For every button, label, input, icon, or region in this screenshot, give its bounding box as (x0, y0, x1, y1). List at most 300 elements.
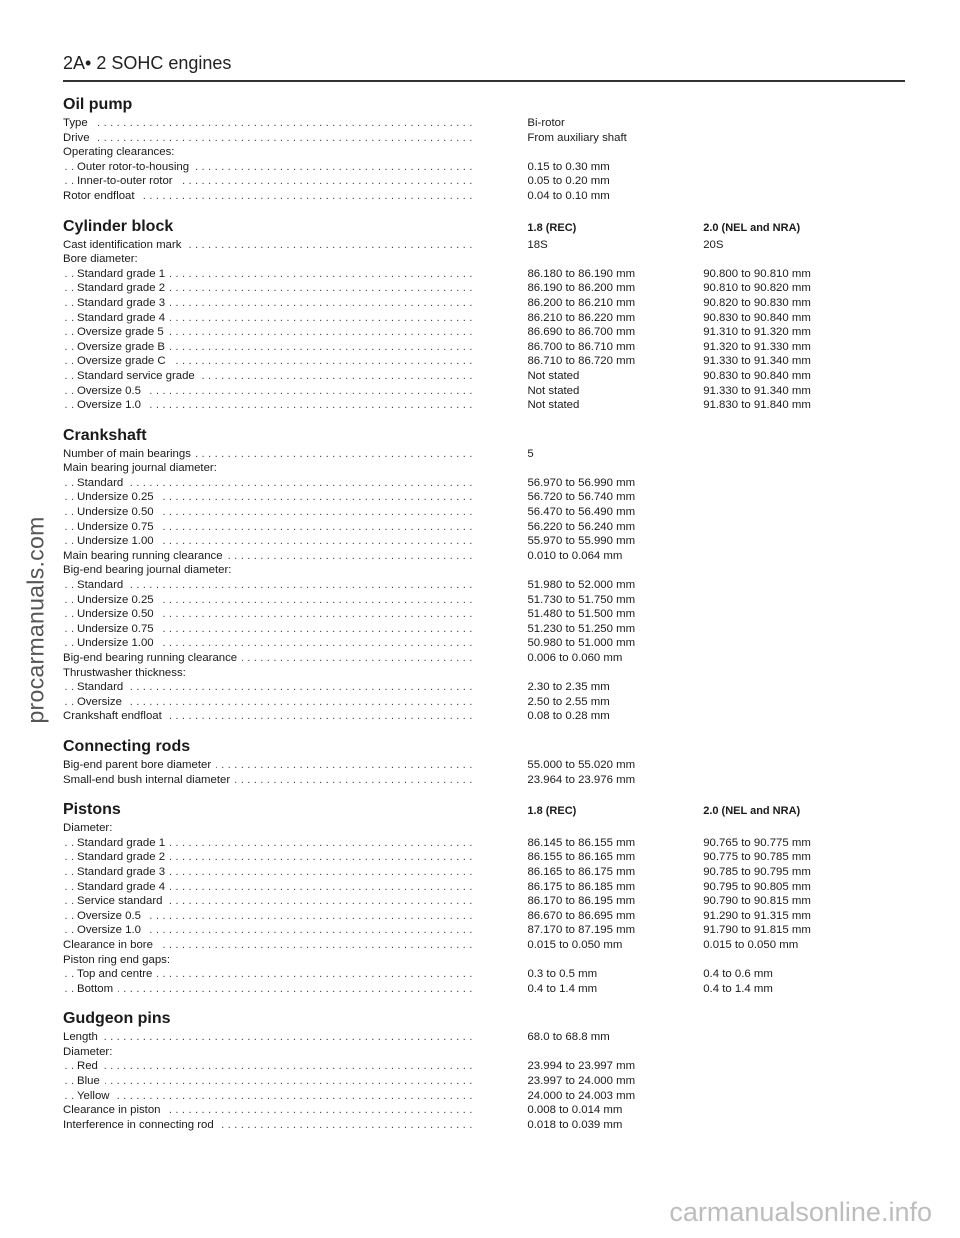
spec-label (63, 325, 473, 340)
spec-label (63, 1074, 473, 1089)
spec-label (63, 850, 473, 865)
spec-value-1: 86.690 to 86.700 mm (527, 326, 636, 339)
column-heading-2 (703, 1026, 863, 1028)
spacer (472, 238, 527, 253)
page-header (63, 50, 905, 82)
spec-value-2: 0.4 to 0.6 mm (703, 968, 773, 981)
column-heading-2 (703, 754, 863, 756)
spec-value-2 (703, 490, 863, 505)
spec-label (63, 296, 473, 311)
spec-value-2: 90.785 to 90.795 mm (703, 865, 811, 878)
spec-label-text: Big-end bearing running clearance (63, 652, 242, 664)
spec-value-2 (703, 131, 863, 146)
spec-label-text: Clearance in piston (63, 1104, 166, 1116)
spec-label-text: Bore diameter: (63, 253, 143, 265)
spacer (473, 296, 528, 311)
column-heading-1 (527, 754, 703, 756)
spacer (473, 1089, 528, 1104)
spec-row (63, 666, 863, 681)
spec-row (63, 520, 863, 535)
spec-label (63, 384, 473, 399)
spacer (473, 505, 528, 520)
spec-label (63, 1045, 472, 1060)
spec-value-1 (527, 953, 703, 968)
spec-value-2 (703, 1059, 863, 1074)
spec-value-2 (703, 447, 863, 462)
spec-row (63, 773, 863, 788)
spec-label (63, 563, 472, 578)
spec-label (63, 680, 473, 695)
spec-value-2 (703, 821, 863, 836)
section-heading-row (63, 90, 863, 114)
spec-row (63, 607, 863, 622)
spec-label (63, 636, 473, 651)
spec-value-1: 51.980 to 52.000 mm (527, 579, 636, 592)
spec-value-2 (703, 1045, 863, 1060)
spec-value-1: 86.180 to 86.190 mm (527, 267, 636, 280)
spacer (472, 1118, 527, 1133)
spec-label-text: Undersize 0.25 (77, 594, 159, 606)
spec-row (63, 174, 863, 189)
spacer (473, 593, 528, 608)
spec-value-2 (703, 160, 863, 175)
spec-label-text: Main bearing journal diameter: (63, 462, 222, 474)
spacer (473, 894, 528, 909)
spec-row (63, 1089, 863, 1104)
section-title: Oil pump (63, 96, 133, 113)
spacer (473, 909, 528, 924)
spec-value-1: 23.997 to 24.000 mm (527, 1075, 636, 1088)
spec-label-text: Standard grade 1 (77, 837, 170, 849)
spec-label (63, 131, 472, 146)
spec-value-1: 56.970 to 56.990 mm (527, 476, 636, 489)
spec-value-2 (703, 953, 863, 968)
spec-label-text: Red (77, 1060, 103, 1072)
spec-value-2 (703, 520, 863, 535)
section-heading-row (63, 1004, 863, 1028)
spec-value-2 (703, 505, 863, 520)
column-heading-1: 1.8 (REC) (527, 805, 577, 818)
spec-label-text: Clearance in bore (63, 939, 158, 951)
spacer (472, 953, 527, 968)
spec-label-text: Oversize 1.0 (77, 924, 146, 936)
spec-row (63, 909, 863, 924)
spec-label-text: Top and centre (77, 968, 157, 980)
spacer (472, 709, 527, 724)
column-heading-1 (527, 112, 703, 114)
spec-label-text: Standard grade 3 (77, 866, 170, 878)
spec-value-1: 55.970 to 55.990 mm (527, 535, 636, 548)
spec-value-1 (527, 1045, 703, 1060)
spec-label (63, 836, 473, 851)
spacer (472, 145, 527, 160)
spec-label (63, 520, 473, 535)
spec-row (63, 953, 863, 968)
spec-row (63, 967, 863, 982)
spec-value-2: 90.800 to 90.810 mm (703, 267, 811, 280)
spec-label (63, 505, 473, 520)
spec-row (63, 160, 863, 175)
bottom-watermark: carmanualsonline.info (669, 1197, 932, 1227)
spec-row (63, 982, 863, 997)
spec-value-2 (703, 1074, 863, 1089)
spacer (473, 1059, 528, 1074)
spec-row (63, 340, 863, 355)
spec-value-1: 0.05 to 0.20 mm (527, 175, 610, 188)
spec-value-1: 50.980 to 51.000 mm (527, 637, 636, 650)
spec-value-1: 56.470 to 56.490 mm (527, 506, 636, 519)
spec-label-text: Standard grade 2 (77, 282, 170, 294)
spec-row (63, 651, 863, 666)
spec-value-2 (703, 1118, 863, 1133)
spec-label-text: Number of main bearings (63, 448, 196, 460)
spec-row (63, 447, 863, 462)
spec-value-1: 23.964 to 23.976 mm (527, 773, 636, 786)
spec-label-text: Oversize grade B (77, 341, 170, 353)
spec-value-2: 90.795 to 90.805 mm (703, 880, 811, 893)
spec-row (63, 549, 863, 564)
spec-row (63, 461, 863, 476)
spacer (472, 758, 527, 773)
spec-value-2: 91.330 to 91.340 mm (703, 355, 811, 368)
spec-label (63, 622, 473, 637)
spacer (473, 695, 528, 710)
spec-row (63, 296, 863, 311)
spacer (473, 160, 528, 175)
spacer (472, 447, 527, 462)
spec-value-1: Bi-rotor (527, 117, 565, 129)
spec-value-2: 90.830 to 90.840 mm (703, 369, 811, 382)
spec-label (63, 476, 473, 491)
spec-label-text: Oversize 0.5 (77, 385, 146, 397)
spacer (473, 311, 528, 326)
spec-row (63, 923, 863, 938)
spec-value-2 (703, 666, 863, 681)
spec-section (63, 1004, 863, 1132)
spec-row (63, 1030, 863, 1045)
spec-label (63, 967, 473, 982)
spec-label (63, 1030, 472, 1045)
spec-value-2: 0.015 to 0.050 mm (703, 938, 799, 951)
spec-value-1: 86.145 to 86.155 mm (527, 836, 636, 849)
spacer (473, 1074, 528, 1089)
spec-value-1: 86.700 to 86.710 mm (527, 340, 636, 353)
spec-row (63, 384, 863, 399)
spacer (473, 490, 528, 505)
spec-label-text: Standard grade 1 (77, 268, 170, 280)
spacer (472, 938, 527, 953)
spec-value-1: Not stated (527, 399, 580, 412)
spec-value-1: Not stated (527, 384, 580, 397)
spec-row (63, 593, 863, 608)
spec-value-1: 86.165 to 86.175 mm (527, 865, 636, 878)
spec-value-2: 91.290 to 91.315 mm (703, 909, 811, 922)
spec-label (63, 909, 473, 924)
spacer (473, 967, 528, 982)
spec-label (63, 398, 473, 413)
spec-row (63, 836, 863, 851)
spec-value-2: 90.830 to 90.840 mm (703, 311, 811, 324)
spacer (473, 534, 528, 549)
spec-label-text: Diameter: (63, 1046, 117, 1058)
side-watermark: procarmanuals.com (22, 516, 49, 724)
spec-label (63, 880, 473, 895)
spec-value-2 (703, 549, 863, 564)
spec-row (63, 1118, 863, 1133)
spacer (473, 923, 528, 938)
spec-label-text: Standard (77, 681, 128, 693)
spec-value-1: 2.30 to 2.35 mm (527, 681, 610, 694)
spec-label-text: Crankshaft endfloat (63, 710, 167, 722)
spacer (472, 189, 527, 204)
spacer (473, 622, 528, 637)
spec-label-text: Piston ring end gaps: (63, 954, 175, 966)
section-title: Cylinder block (63, 217, 174, 235)
spec-row (63, 131, 863, 146)
spec-section (63, 421, 863, 724)
spec-row (63, 1045, 863, 1060)
spec-value-1 (527, 461, 703, 476)
spec-value-2 (703, 680, 863, 695)
spec-label-text: Outer rotor-to-housing (77, 161, 194, 173)
spec-label (63, 865, 473, 880)
spec-label (63, 281, 473, 296)
spec-content (63, 90, 863, 1132)
spec-label (63, 369, 473, 384)
spec-label-text: Thrustwasher thickness: (63, 667, 191, 679)
spec-label (63, 821, 472, 836)
spec-label-text: Yellow (77, 1090, 115, 1102)
spec-value-1 (527, 666, 703, 681)
spacer (473, 281, 528, 296)
spacer (472, 1045, 527, 1060)
spec-value-2: 90.765 to 90.775 mm (703, 836, 811, 849)
spec-row (63, 267, 863, 282)
spec-value-1: 0.006 to 0.060 mm (527, 652, 623, 664)
spec-value-1: 86.210 to 86.220 mm (527, 311, 636, 324)
column-heading-1: 1.8 (REC) (527, 221, 577, 234)
spec-value-2 (703, 1030, 863, 1045)
spec-label (63, 145, 472, 160)
spacer (472, 252, 527, 267)
spec-value-2 (703, 145, 863, 160)
column-heading-2 (703, 112, 863, 114)
spec-value-1: 86.670 to 86.695 mm (527, 909, 636, 922)
spec-label-text: Oversize grade 5 (77, 326, 169, 338)
spacer (472, 116, 527, 131)
spec-label (63, 607, 473, 622)
spec-label-text: Standard grade 2 (77, 851, 170, 863)
spec-value-2 (703, 1103, 863, 1118)
spec-value-2 (703, 622, 863, 637)
spec-value-1: 0.015 to 0.050 mm (527, 938, 623, 951)
spec-row (63, 145, 863, 160)
spec-label (63, 758, 472, 773)
spec-label (63, 174, 473, 189)
spec-row (63, 680, 863, 695)
spec-value-2 (703, 534, 863, 549)
spec-value-2 (703, 607, 863, 622)
spec-label (63, 982, 473, 997)
spec-value-1 (527, 821, 703, 836)
spec-value-2: 91.790 to 91.815 mm (703, 924, 811, 937)
spec-value-1: 51.230 to 51.250 mm (527, 622, 636, 635)
spec-label-text: Oversize (77, 696, 127, 708)
spacer (473, 340, 528, 355)
spacer (472, 563, 527, 578)
spec-value-2 (703, 174, 863, 189)
spec-value-2: 91.320 to 91.330 mm (703, 340, 811, 353)
column-heading-2: 2.0 (NEL and NRA) (703, 805, 801, 818)
spec-value-1 (527, 252, 703, 267)
spec-label-text: Type (63, 117, 93, 129)
spec-label-text: Undersize 0.75 (77, 521, 159, 533)
spec-label-text: Undersize 1.00 (77, 535, 159, 547)
spec-label (63, 1059, 473, 1074)
section-heading-row (63, 421, 863, 445)
spec-label-text: Service standard (77, 895, 167, 907)
spec-value-1: 56.720 to 56.740 mm (527, 491, 636, 504)
spec-value-1: 86.175 to 86.185 mm (527, 880, 636, 893)
spacer (473, 174, 528, 189)
spec-label-text: Drive (63, 132, 95, 144)
spec-value-2: 90.820 to 90.830 mm (703, 296, 811, 309)
spec-label (63, 311, 473, 326)
spec-section (63, 795, 863, 996)
spacer (472, 773, 527, 788)
spec-label (63, 447, 472, 462)
spacer (473, 476, 528, 491)
column-heading-1 (527, 443, 703, 445)
spec-label (63, 953, 472, 968)
spec-section (63, 90, 863, 204)
spec-label (63, 490, 473, 505)
spec-value-2 (703, 461, 863, 476)
spec-label-text: Cast identification mark (63, 239, 186, 251)
spec-value-2: 20S (703, 238, 724, 251)
spec-value-2: 90.775 to 90.785 mm (703, 851, 811, 864)
spec-label (63, 354, 473, 369)
spacer (473, 520, 528, 535)
spacer (473, 578, 528, 593)
spec-value-1: 23.994 to 23.997 mm (527, 1060, 636, 1073)
spacer (472, 461, 527, 476)
spec-value-2 (703, 636, 863, 651)
spec-row (63, 238, 863, 253)
spec-label (63, 461, 472, 476)
section-heading-row (63, 212, 863, 236)
spec-row (63, 622, 863, 637)
spec-label (63, 189, 472, 204)
spec-label-text: Oversize 1.0 (77, 399, 146, 411)
spec-label (63, 267, 473, 282)
spec-label (63, 666, 472, 681)
section-title: Connecting rods (63, 737, 191, 755)
spec-row (63, 116, 863, 131)
spec-label (63, 923, 473, 938)
spec-label (63, 238, 472, 253)
spec-label-text: Standard grade 4 (77, 881, 170, 893)
spacer (473, 880, 528, 895)
spec-row (63, 398, 863, 413)
spec-label-text: Standard grade 3 (77, 297, 170, 309)
spacer (473, 850, 528, 865)
spec-value-1: 86.200 to 86.210 mm (527, 296, 636, 309)
section-title: Pistons (63, 801, 121, 819)
spec-row (63, 281, 863, 296)
spacer (473, 607, 528, 622)
spec-row (63, 354, 863, 369)
spec-section (63, 212, 863, 413)
spec-label (63, 340, 473, 355)
column-heading-2: 2.0 (NEL and NRA) (703, 221, 801, 234)
spec-section (63, 732, 863, 787)
spec-label (63, 1089, 473, 1104)
spec-label-text: Rotor endfloat (63, 190, 140, 202)
spec-label (63, 1118, 472, 1133)
spec-label (63, 549, 472, 564)
spec-value-2 (703, 593, 863, 608)
spec-row (63, 1059, 863, 1074)
spec-label-text: Big-end bearing journal diameter: (63, 564, 236, 576)
spec-label (63, 116, 472, 131)
spec-row (63, 695, 863, 710)
spec-value-2: 91.310 to 91.320 mm (703, 326, 811, 339)
column-heading-1 (527, 1026, 703, 1028)
spacer (473, 836, 528, 851)
spacer (473, 680, 528, 695)
spacer (473, 267, 528, 282)
spec-row (63, 369, 863, 384)
spec-value-2: 90.810 to 90.820 mm (703, 282, 811, 295)
spec-row (63, 880, 863, 895)
spec-label-text: Bottom (77, 983, 118, 995)
spec-value-2 (703, 773, 863, 788)
section-title: Gudgeon pins (63, 1010, 171, 1028)
spec-row (63, 636, 863, 651)
spacer (473, 636, 528, 651)
spec-label-text: Blue (77, 1075, 105, 1087)
spec-value-1: 0.018 to 0.039 mm (527, 1118, 623, 1131)
spec-value-2 (703, 1089, 863, 1104)
spacer (473, 398, 528, 413)
spec-value-1: 24.000 to 24.003 mm (527, 1089, 636, 1102)
spec-row (63, 850, 863, 865)
spec-label-text: Length (63, 1031, 103, 1043)
spec-value-1: 86.710 to 86.720 mm (527, 355, 636, 368)
spec-value-1: 55.000 to 55.020 mm (527, 758, 636, 771)
spec-value-1: 0.04 to 0.10 mm (527, 189, 610, 202)
spec-label-text: Main bearing running clearance (63, 550, 228, 562)
spec-label-text: Interference in connecting rod (63, 1119, 219, 1131)
spec-row (63, 252, 863, 267)
spec-value-2 (703, 116, 863, 131)
spacer (473, 325, 528, 340)
spec-value-1: 18S (527, 238, 548, 251)
spacer (473, 865, 528, 880)
spec-value-1: 0.15 to 0.30 mm (527, 160, 610, 173)
spec-value-2 (703, 578, 863, 593)
section-heading-row (63, 795, 863, 819)
spec-row (63, 1074, 863, 1089)
spec-value-1: 5 (527, 447, 534, 460)
spec-value-1: 0.008 to 0.014 mm (527, 1104, 623, 1117)
spacer (472, 131, 527, 146)
spec-label (63, 709, 472, 724)
spec-value-1: 87.170 to 87.195 mm (527, 924, 636, 937)
spec-value-2 (703, 709, 863, 724)
spacer (472, 651, 527, 666)
